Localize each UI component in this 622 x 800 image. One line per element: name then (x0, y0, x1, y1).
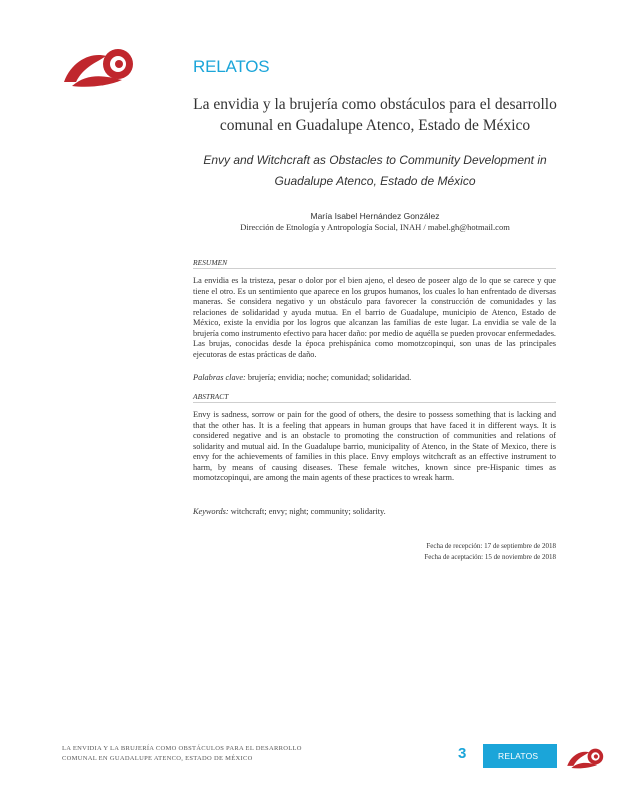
author-name: María Isabel Hernández González (310, 211, 440, 221)
article-title-english (160, 150, 590, 192)
footer-section-label: RELATOS (498, 751, 539, 761)
date-received: Fecha de recepción: 17 de septiembre de 2018 (426, 542, 556, 550)
abstract-heading: ABSTRACT (193, 392, 229, 401)
date-accepted: Fecha de aceptación: 15 de noviembre de 2018 (424, 552, 556, 561)
palabras-clave-list: brujería; envidia; noche; comunidad; solidaridad. (247, 373, 412, 382)
wave-spiral-logo-icon (62, 42, 138, 88)
title-en-line2: Guadalupe Atenco, Estado de México (274, 174, 476, 188)
resumen-divider (193, 268, 556, 269)
palabras-clave (193, 373, 556, 382)
title-es-line2: comunal en Guadalupe Atenco, Estado de México (219, 117, 531, 134)
keywords-label: Keywords: (193, 507, 229, 516)
article-title-spanish (150, 94, 600, 136)
section-title: RELATOS (193, 57, 270, 76)
running-title (62, 744, 362, 763)
author-affiliation: Dirección de Etnología y Antropología Social, INAH / mabel.gh@hotmail.com (240, 222, 510, 232)
title-es-line1: La envidia y la brujería como obstáculos para el desarrollo (193, 96, 557, 113)
wave-spiral-logo-icon (563, 745, 609, 769)
keywords-list: witchcraft; envy; night; community; solidarity. (230, 507, 386, 516)
page-number: 3 (458, 745, 467, 762)
running-title-line1: LA ENVIDIA Y LA BRUJERÍA COMO OBSTÁCULOS PARA EL DESARROLLO (62, 745, 302, 752)
running-title-line2: COMUNAL EN GUADALUPE ATENCO, ESTADO DE MÉXICO (62, 754, 253, 762)
keywords (193, 507, 556, 516)
resumen-heading: RESUMEN (193, 258, 228, 267)
palabras-clave-label: Palabras clave: (193, 373, 246, 382)
title-en-line1: Envy and Witchcraft as Obstacles to Community Development in (203, 153, 547, 167)
abstract-divider (193, 402, 556, 403)
abstract-text: Envy is sadness, sorrow or pain for the good of others, the desire to possess something that is lacking and that the other has. It is a feeling that appears in human groups that have faced it in different ways. It is considered negative and is an obstacle to promoting the construction of communities and relations of solidarity and mutual aid. In the Guadalupe barrio, municipality of Atenco, in the State of Mexico, there is envy for the achievements of families in this place. Envy employs witchcraft as an effective instrument to harm, by means of causing diseases. These female witches, known since pre-Hispanic times as momotzcopinqui, are among the main agents of these practices to wreak harm. (193, 410, 556, 482)
resumen-text: La envidia es la tristeza, pesar o dolor por el bien ajeno, el deseo de poseer algo de lo que se carece y que tiene el otro. Es un sentimiento que aparece en los grupos humanos, los cuales lo han enfrentado de diversas maneras. Se considera negativo y un obstáculo para favorecer la construcción de comunidades y las relaciones de solidaridad y ayuda mutua. En el barrio de Guadalupe, municipio de Atenco, Estado de México, existe la envidia por los logros que alcanzan las familias de este lugar. La envidia se vale de la brujería como instrumento efectivo para hacer daño: por medio de aquélla se pueden provocar enfermedades. Las brujas, conocidas desde la época prehispánica como momotzcopinqui, son unas de las principales ejecutoras de estas prácticas de daño. (193, 276, 556, 359)
submission-dates (424, 541, 556, 562)
